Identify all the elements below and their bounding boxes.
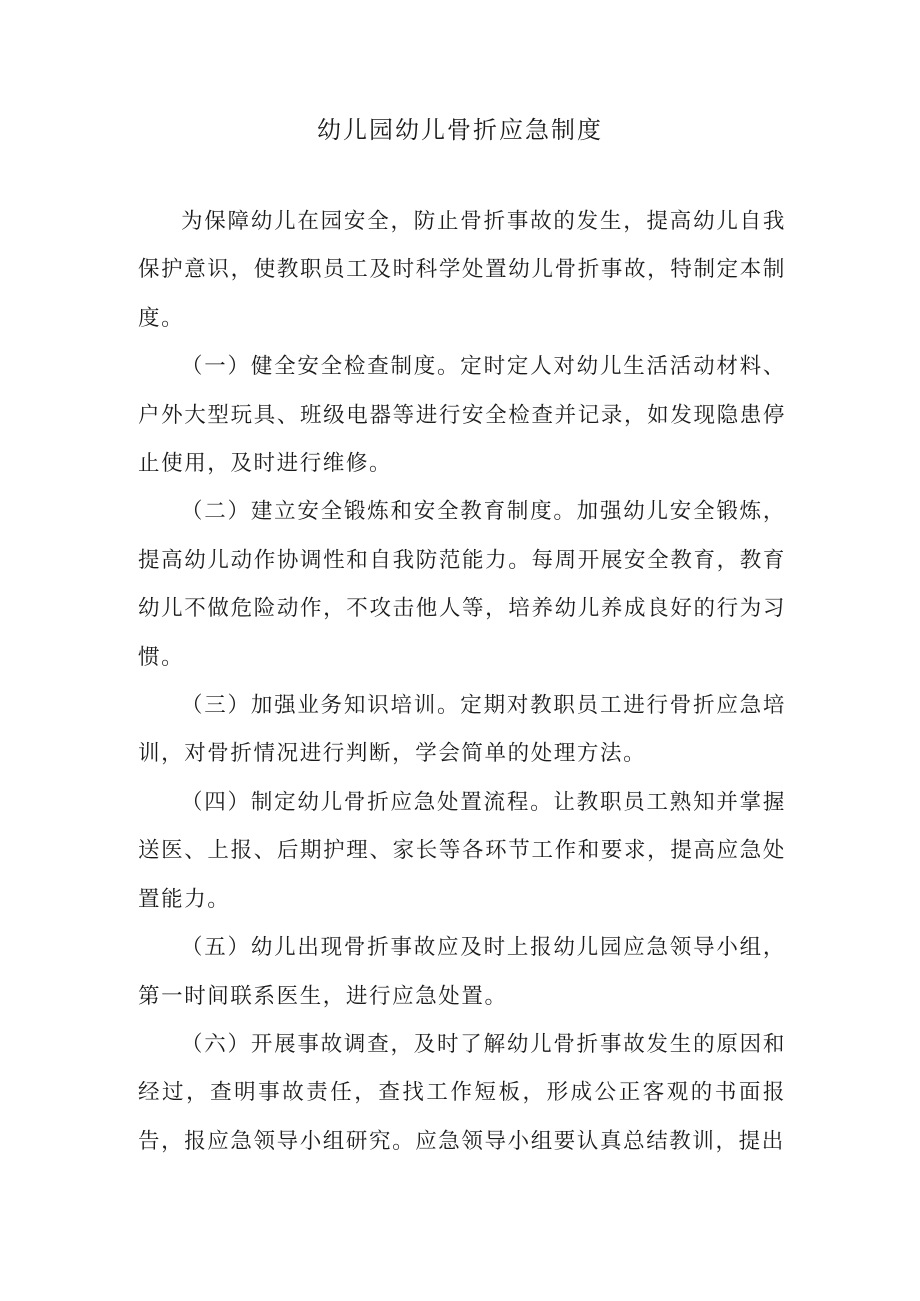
paragraph-intro: 为保障幼儿在园安全，防止骨折事故的发生，提高幼儿自我保护意识，使教职员工及时科学处置幼儿骨折事故，特制定本制度。 <box>138 209 786 331</box>
paragraph-item-6: （六）开展事故调查，及时了解幼儿骨折事故发生的原因和经过，查明事故责任，查找工作短板，形成公正客观的书面报告，报应急领导小组研究。应急领导小组要认真总结教训，提出 <box>138 1031 786 1154</box>
paragraph-item-1: （一）健全安全检查制度。定时定人对幼儿生活活动材料、户外大型玩具、班级电器等进行安全检查并记录，如发现隐患停止使用，及时进行维修。 <box>138 354 786 477</box>
paragraph-item-3: （三）加强业务知识培训。定期对教职员工进行骨折应急培训，对骨折情况进行判断，学会简单的处理方法。 <box>138 693 786 767</box>
document-body <box>138 198 786 1166</box>
paragraph-item-4: （四）制定幼儿骨折应急处置流程。让教职员工熟知并掌握送医、上报、后期护理、家长等各环节工作和要求，提高应急处置能力。 <box>138 789 786 912</box>
paragraph-item-2: （二）建立安全锻炼和安全教育制度。加强幼儿安全锻炼，提高幼儿动作协调性和自我防范能力。每周开展安全教育，教育幼儿不做危险动作，不攻击他人等，培养幼儿养成良好的行为习惯。 <box>138 499 786 670</box>
document-title: 幼儿园幼儿骨折应急制度 <box>317 116 603 144</box>
paragraph-item-5: （五）幼儿出现骨折事故应及时上报幼儿园应急领导小组，第一时间联系医生，进行应急处置。 <box>138 935 786 1009</box>
